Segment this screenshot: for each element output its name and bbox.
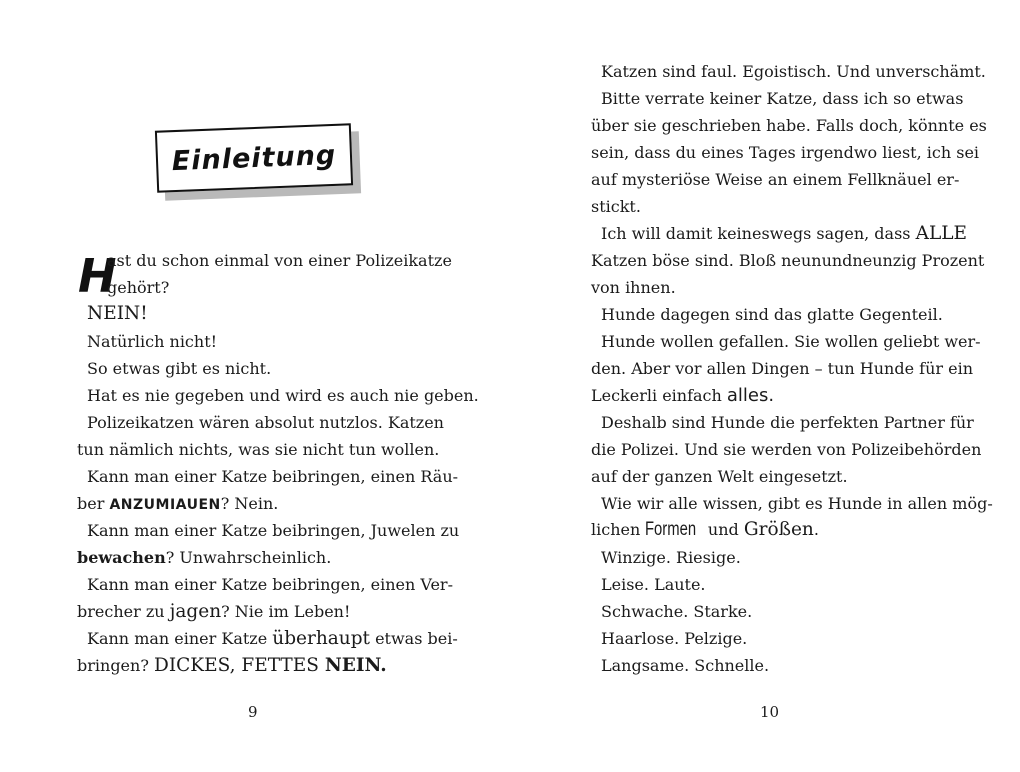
text-line [591,382,774,409]
page-number: 10 [760,703,780,721]
text-line: auf der ganzen Welt eingesetzt. [591,467,848,486]
bold-emphasis-word: NEIN. [324,655,387,676]
text-line: Wie wir alle wissen, gibt es Hunde in allen mög- [601,494,993,513]
text-segment: . [813,520,819,539]
text-line: sein, dass du eines Tages irgendwo liest, ich sei [591,143,980,162]
text-line: Kann man einer Katze beibringen, einen Räu- [87,467,459,486]
text-line: Winzige. Riesige. [601,548,741,567]
chapter-heading: Einleitung [171,139,337,177]
text-line: über sie geschrieben habe. Falls doch, könnte es [591,116,987,135]
text-line [601,220,968,247]
text-line: Polizeikatzen wären absolut nutzlos. Katzen [87,413,444,432]
comic-word: ANZUMIAUEN [109,497,221,513]
text-line: die Polizei. Und sie werden von Polizeibehörden [591,440,982,459]
text-line: Kann man einer Katze beibringen, Juwelen zu [87,521,460,540]
text-segment: bringen? [77,656,154,675]
text-segment: brecher zu [77,602,170,621]
text-line: tun nämlich nichts, was sie nicht tun wollen. [77,440,440,459]
text-line: Katzen sind faul. Egoistisch. Und unverschämt. [601,62,986,81]
text-line: Hunde wollen gefallen. Sie wollen geliebt wer- [601,332,981,351]
emphasis-word: überhaupt [272,628,370,649]
text-line: gehört? [107,278,170,297]
page-number: 9 [248,703,258,721]
bold-word: bewachen [77,548,166,567]
text-line: Haarlose. Pelzige. [601,629,748,648]
text-segment: ber [77,494,110,513]
text-line: Hunde dagegen sind das glatte Gegenteil. [601,305,943,324]
text-segment: ? Nein. [220,494,279,513]
text-line: Hat es nie gegeben und wird es auch nie geben. [87,386,479,405]
text-line [77,652,387,679]
text-line: Deshalb sind Hunde die perfekten Partner für [601,413,974,432]
text-segment: ? Unwahrscheinlich. [165,548,332,567]
text-segment: und [702,520,744,539]
text-line: stickt. [591,197,641,216]
text-segment: ? Nie im Leben! [221,602,351,621]
emphasis-word: alles. [726,385,775,406]
text-segment: lichen [591,520,646,539]
text-line [77,598,350,625]
text-line-emphasis: NEIN! [87,303,148,324]
chapter-heading-box [156,127,356,193]
text-line: den. Aber vor allen Dingen – tun Hunde für ein [591,359,973,378]
drop-cap: H [78,249,117,303]
emphasis-word: jagen [169,601,222,622]
text-line: Kann man einer Katze beibringen, einen Ver- [87,575,453,594]
text-segment: Leckerli einfach [591,386,727,405]
text-line [77,544,331,571]
right-page [510,0,1020,772]
text-segment: Kann man einer Katze [87,629,273,648]
heading-box-frame [155,123,353,192]
text-line [87,625,458,652]
text-line: Katzen böse sind. Bloß neunundneunzig Prozent [591,251,985,270]
text-line: Langsame. Schnelle. [601,656,770,675]
emphasis-word: Größen [743,519,814,540]
text-line: ast du schon einmal von einer Polizeikatze [107,251,452,270]
text-line: von ihnen. [591,278,676,297]
text-line [591,516,819,543]
text-segment: etwas bei- [369,629,458,648]
text-segment: Ich will damit keineswegs sagen, dass [601,224,916,243]
emphasis-word: ALLE [915,223,968,244]
text-line: Leise. Laute. [601,575,706,594]
emphasis-words: DICKES, FETTES [154,655,325,676]
text-line: Bitte verrate keiner Katze, dass ich so etwas [601,89,964,108]
text-line: Natürlich nicht! [87,332,218,351]
emphasis-word: Formen [645,519,697,540]
text-line: So etwas gibt es nicht. [87,359,272,378]
text-line: Schwache. Starke. [601,602,753,621]
text-line: auf mysteriöse Weise an einem Fellknäuel er- [591,170,960,189]
text-line [77,490,278,517]
